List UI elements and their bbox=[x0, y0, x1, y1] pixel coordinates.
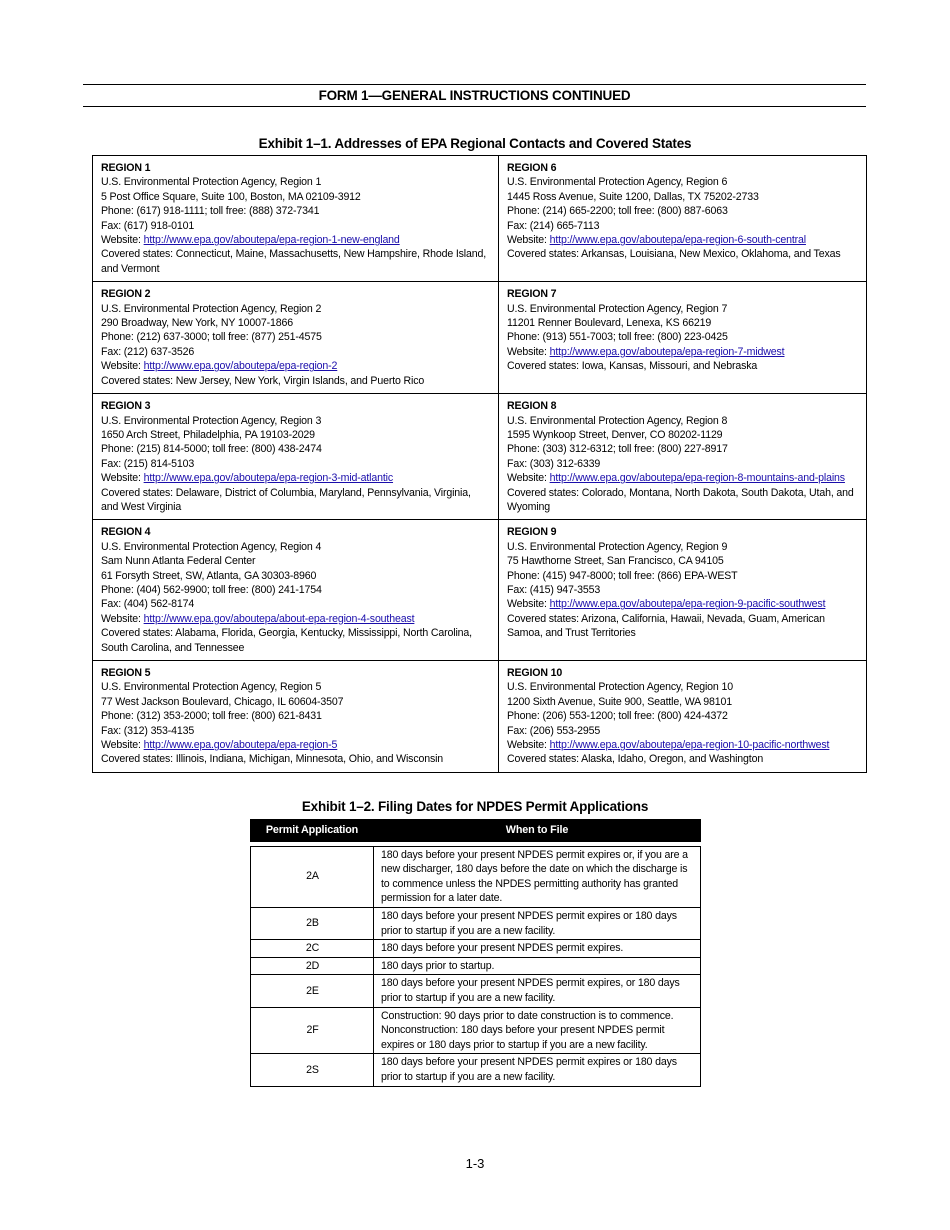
region-cell bbox=[93, 520, 499, 661]
region-info-line: U.S. Environmental Protection Agency, Region 9 bbox=[507, 540, 728, 553]
website-label: Website: bbox=[101, 360, 144, 373]
when-to-file: Construction: 90 days prior to date construction is to commence. Nonconstruction: 180 days before your present NPDES permit expires or 180 days prior to startup if you are a new facility. bbox=[374, 1007, 701, 1054]
region-cell bbox=[499, 661, 867, 773]
permit-application-code: 2D bbox=[251, 957, 374, 975]
page-number: 1-3 bbox=[465, 1156, 485, 1171]
region-name: REGION 5 bbox=[101, 667, 151, 679]
region-info-line: U.S. Environmental Protection Agency, Region 4 bbox=[101, 540, 322, 553]
region-website-link[interactable]: http://www.epa.gov/aboutepa/epa-region-2 bbox=[143, 360, 338, 373]
region-info-line: Phone: (404) 562-9900; toll free: (800) 241-1754 bbox=[101, 583, 322, 596]
region-covered-states: Covered states: Illinois, Indiana, Michigan, Minnesota, Ohio, and Wisconsin bbox=[101, 753, 444, 766]
region-cell bbox=[499, 156, 867, 282]
region-covered-states: Covered states: Alaska, Idaho, Oregon, and Washington bbox=[507, 753, 764, 766]
filing-row bbox=[251, 1054, 701, 1086]
region-info-line: Fax: (415) 947-3553 bbox=[507, 583, 601, 596]
region-info-line: 11201 Renner Boulevard, Lenexa, KS 66219 bbox=[507, 317, 712, 330]
region-info-line: 61 Forsyth Street, SW, Atlanta, GA 30303-8960 bbox=[101, 569, 317, 582]
website-label: Website: bbox=[101, 472, 144, 485]
region-info-line: 1650 Arch Street, Philadelphia, PA 19103-2029 bbox=[101, 428, 315, 441]
region-info-line: 5 Post Office Square, Suite 100, Boston, MA 02109-3912 bbox=[101, 190, 361, 203]
filing-row bbox=[251, 846, 701, 907]
region-info-line: U.S. Environmental Protection Agency, Region 6 bbox=[507, 176, 728, 189]
region-covered-states: Covered states: Arkansas, Louisiana, New Mexico, Oklahoma, and Texas bbox=[507, 248, 841, 261]
region-website-link[interactable]: http://www.epa.gov/aboutepa/about-epa-region-4-southeast bbox=[143, 612, 415, 625]
region-name: REGION 9 bbox=[507, 526, 557, 539]
region-info-line: Fax: (312) 353-4135 bbox=[101, 724, 195, 737]
region-info-line: U.S. Environmental Protection Agency, Region 7 bbox=[507, 302, 728, 315]
permit-application-code: 2S bbox=[251, 1054, 374, 1086]
when-to-file: 180 days prior to startup. bbox=[374, 957, 701, 975]
region-row bbox=[93, 156, 867, 282]
filing-dates-table bbox=[250, 819, 701, 1087]
col-header-permit-application: Permit Application bbox=[251, 820, 374, 842]
region-website-line bbox=[101, 471, 490, 485]
region-info-line: 1445 Ross Avenue, Suite 1200, Dallas, TX 75202-2733 bbox=[507, 190, 759, 203]
website-label: Website: bbox=[101, 612, 144, 625]
region-info-line: Phone: (312) 353-2000; toll free: (800) 621-8431 bbox=[101, 710, 322, 723]
region-website-link[interactable]: http://www.epa.gov/aboutepa/epa-region-8-mountains-and-plains bbox=[549, 472, 845, 485]
region-name: REGION 7 bbox=[507, 288, 557, 301]
permit-application-code: 2F bbox=[251, 1007, 374, 1054]
region-info-line: Phone: (415) 947-8000; toll free: (866) EPA-WEST bbox=[507, 569, 738, 582]
region-website-line bbox=[507, 738, 858, 752]
region-info-line: Sam Nunn Atlanta Federal Center bbox=[101, 555, 256, 568]
when-to-file: 180 days before your present NPDES permit expires or 180 days prior to startup if you are a new facility. bbox=[374, 907, 701, 939]
region-info-line: U.S. Environmental Protection Agency, Region 3 bbox=[101, 414, 322, 427]
region-website-line bbox=[507, 345, 858, 359]
when-to-file: 180 days before your present NPDES permit expires. bbox=[374, 940, 701, 958]
region-covered-states: Covered states: Connecticut, Maine, Massachusetts, New Hampshire, Rhode Island, and Vermont bbox=[101, 248, 487, 275]
region-name: REGION 1 bbox=[101, 162, 151, 174]
filing-row bbox=[251, 957, 701, 975]
region-website-line bbox=[101, 233, 490, 247]
exhibit-1-title: Exhibit 1–1. Addresses of EPA Regional Contacts and Covered States bbox=[258, 136, 692, 151]
region-cell bbox=[93, 156, 499, 282]
region-info-line: 77 West Jackson Boulevard, Chicago, IL 60604-3507 bbox=[101, 695, 344, 708]
region-info-line: Fax: (214) 665-7113 bbox=[507, 219, 600, 232]
region-website-line bbox=[507, 597, 858, 611]
regions-table bbox=[92, 155, 867, 773]
when-to-file: 180 days before your present NPDES permit expires or 180 days prior to startup if you are a new facility. bbox=[374, 1054, 701, 1086]
region-info-line: 75 Hawthorne Street, San Francisco, CA 94105 bbox=[507, 555, 724, 568]
region-website-link[interactable]: http://www.epa.gov/aboutepa/epa-region-9-pacific-southwest bbox=[549, 598, 826, 611]
when-to-file: 180 days before your present NPDES permit expires, or 180 days prior to startup if you are a new facility. bbox=[374, 975, 701, 1007]
permit-application-code: 2A bbox=[251, 846, 374, 907]
permit-application-code: 2C bbox=[251, 940, 374, 958]
region-info-line: Phone: (303) 312-6312; toll free: (800) 227-8917 bbox=[507, 443, 728, 456]
region-row bbox=[93, 282, 867, 394]
region-cell bbox=[93, 661, 499, 773]
region-name: REGION 2 bbox=[101, 288, 151, 301]
region-info-line: Phone: (214) 665-2200; toll free: (800) 887-6063 bbox=[507, 205, 728, 218]
region-info-line: Fax: (206) 553-2955 bbox=[507, 724, 601, 737]
permit-application-code: 2B bbox=[251, 907, 374, 939]
region-info-line: Phone: (617) 918-1111; toll free: (888) 372-7341 bbox=[101, 205, 320, 218]
website-label: Website: bbox=[507, 234, 550, 247]
website-label: Website: bbox=[101, 739, 144, 752]
filing-row bbox=[251, 940, 701, 958]
filing-row bbox=[251, 975, 701, 1007]
region-covered-states: Covered states: Arizona, California, Hawaii, Nevada, Guam, American Samoa, and Trust Territories bbox=[507, 612, 825, 640]
website-label: Website: bbox=[507, 739, 550, 752]
region-info-line: 290 Broadway, New York, NY 10007-1866 bbox=[101, 317, 293, 330]
region-cell bbox=[93, 394, 499, 520]
region-cell bbox=[93, 282, 499, 394]
region-website-line bbox=[101, 612, 490, 626]
region-row bbox=[93, 661, 867, 773]
region-covered-states: Covered states: New Jersey, New York, Virgin Islands, and Puerto Rico bbox=[101, 374, 425, 387]
region-row bbox=[93, 520, 867, 661]
exhibit-2-title: Exhibit 1–2. Filing Dates for NPDES Permit Applications bbox=[301, 799, 649, 814]
region-info-line: 1200 Sixth Avenue, Suite 900, Seattle, WA 98101 bbox=[507, 695, 733, 708]
region-name: REGION 10 bbox=[507, 667, 563, 679]
website-label: Website: bbox=[101, 234, 144, 247]
region-info-line: U.S. Environmental Protection Agency, Region 2 bbox=[101, 302, 322, 315]
region-info-line: U.S. Environmental Protection Agency, Region 5 bbox=[101, 681, 322, 694]
region-name: REGION 4 bbox=[101, 526, 151, 539]
region-website-link[interactable]: http://www.epa.gov/aboutepa/epa-region-10-pacific-northwest bbox=[549, 739, 830, 752]
page-header-title: FORM 1—GENERAL INSTRUCTIONS CONTINUED bbox=[318, 88, 631, 103]
region-covered-states: Covered states: Delaware, District of Columbia, Maryland, Pennsylvania, Virginia, and West Virginia bbox=[101, 486, 471, 513]
region-name: REGION 8 bbox=[507, 400, 557, 413]
region-website-link[interactable]: http://www.epa.gov/aboutepa/epa-region-3-mid-atlantic bbox=[143, 472, 394, 485]
region-info-line: Phone: (215) 814-5000; toll free: (800) 438-2474 bbox=[101, 443, 322, 456]
header-top-rule bbox=[83, 84, 866, 85]
region-info-line: U.S. Environmental Protection Agency, Region 1 bbox=[101, 176, 322, 189]
region-cell bbox=[499, 282, 867, 394]
region-website-line bbox=[101, 359, 490, 373]
website-label: Website: bbox=[507, 472, 550, 485]
filing-header-row bbox=[251, 820, 701, 842]
region-info-line: Phone: (206) 553-1200; toll free: (800) 424-4372 bbox=[507, 710, 728, 723]
region-name: REGION 6 bbox=[507, 162, 557, 174]
when-to-file: 180 days before your present NPDES permit expires or, if you are a new discharger, 180 days before the date on which the discharge is to commence unless the NPDES permitting authority has granted permission for a later date. bbox=[374, 846, 701, 907]
region-info-line: Fax: (215) 814-5103 bbox=[101, 457, 195, 470]
region-covered-states: Covered states: Colorado, Montana, North Dakota, South Dakota, Utah, and Wyoming bbox=[507, 486, 854, 513]
region-website-link[interactable]: http://www.epa.gov/aboutepa/epa-region-6-south-central bbox=[549, 234, 806, 247]
region-info-line: Fax: (404) 562-8174 bbox=[101, 598, 195, 611]
region-info-line: Fax: (303) 312-6339 bbox=[507, 457, 601, 470]
region-info-line: U.S. Environmental Protection Agency, Region 8 bbox=[507, 414, 728, 427]
header-bottom-rule bbox=[83, 106, 866, 107]
region-website-line bbox=[507, 471, 858, 485]
region-website-link[interactable]: http://www.epa.gov/aboutepa/epa-region-1-new-england bbox=[143, 234, 400, 247]
filing-row bbox=[251, 1007, 701, 1054]
region-info-line: U.S. Environmental Protection Agency, Region 10 bbox=[507, 681, 733, 694]
region-covered-states: Covered states: Iowa, Kansas, Missouri, and Nebraska bbox=[507, 360, 758, 373]
region-cell bbox=[499, 394, 867, 520]
website-label: Website: bbox=[507, 345, 550, 358]
region-info-line: 1595 Wynkoop Street, Denver, CO 80202-1129 bbox=[507, 428, 723, 441]
permit-application-code: 2E bbox=[251, 975, 374, 1007]
col-header-when-to-file: When to File bbox=[374, 820, 701, 842]
region-website-line bbox=[507, 233, 858, 247]
region-website-line bbox=[101, 738, 490, 752]
region-row bbox=[93, 394, 867, 520]
region-info-line: Phone: (212) 637-3000; toll free: (877) 251-4575 bbox=[101, 331, 322, 344]
region-cell bbox=[499, 520, 867, 661]
website-label: Website: bbox=[507, 598, 550, 611]
filing-row bbox=[251, 907, 701, 939]
region-website-link[interactable]: http://www.epa.gov/aboutepa/epa-region-7-midwest bbox=[549, 345, 785, 358]
region-info-line: Fax: (212) 637-3526 bbox=[101, 345, 195, 358]
region-info-line: Fax: (617) 918-0101 bbox=[101, 219, 195, 232]
region-info-line: Phone: (913) 551-7003; toll free: (800) 223-0425 bbox=[507, 331, 728, 344]
region-website-link[interactable]: http://www.epa.gov/aboutepa/epa-region-5 bbox=[143, 739, 338, 752]
region-name: REGION 3 bbox=[101, 400, 151, 413]
region-covered-states: Covered states: Alabama, Florida, Georgia, Kentucky, Mississippi, North Carolina, South Carolina, and Tennessee bbox=[101, 627, 472, 654]
